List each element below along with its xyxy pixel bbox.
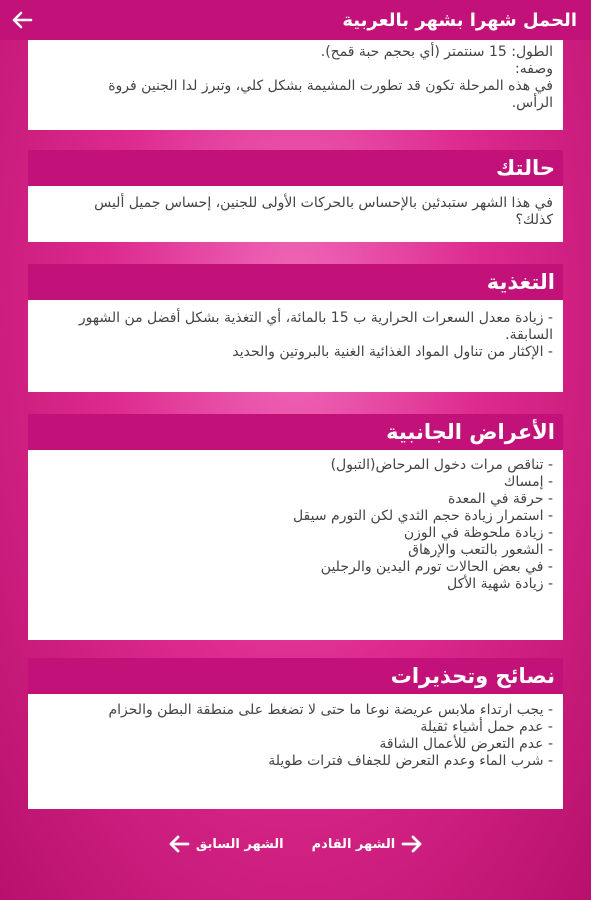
nutrition-heading: التغذية (28, 264, 563, 300)
nutrition-line: - زيادة معدل السعرات الحرارية ب 15 بالمائة، أي التغذية بشكل أفضل من الشهور (78, 310, 553, 326)
status-line: كذلك؟ (515, 212, 553, 228)
previous-month-label: الشهر السابق (195, 836, 284, 852)
app-title: الحمل شهرا بشهر بالعربية (342, 9, 577, 31)
arrow-left-icon (11, 11, 33, 29)
advice-card (28, 658, 563, 809)
status-line: في هذا الشهر ستبدئين بالإحساس بالحركات الأولى للجنين، إحساس جميل أليس (94, 195, 553, 211)
nutrition-card (28, 264, 563, 392)
side-effect-item: - في بعض الحالات تورم اليدين والرجلين (320, 559, 553, 575)
side-effect-item: - زيادة ملحوظة في الوزن (403, 525, 553, 541)
arrow-left-icon (168, 834, 190, 854)
side-effects-card (28, 414, 563, 640)
development-line: الطول: 15 سنتمتر (أي بحجم حبة قمح). (320, 44, 553, 60)
next-month-label: الشهر القادم (311, 836, 396, 852)
advice-item: - عدم التعرض للأعمال الشاقة (379, 736, 553, 752)
status-card (28, 150, 563, 242)
side-effect-item: - تناقص مرات دخول المرحاض(التبول) (330, 457, 553, 473)
side-effect-item: - إمساك (503, 474, 553, 490)
side-effects-heading: الأعراض الجانبية (28, 414, 563, 450)
advice-body (28, 694, 563, 809)
development-line: وصفه: (515, 61, 553, 77)
development-card (28, 40, 563, 130)
advice-heading: نصائح وتحذيرات (28, 658, 563, 694)
nutrition-line: السابقة. (505, 327, 553, 343)
development-line: في هذه المرحلة تكون قد تطورت المشيمة بشكل كلي، وتبرز لدا الجنين فروة (108, 78, 553, 94)
side-effect-item: - الشعور بالتعب والإرهاق (408, 542, 553, 558)
back-button[interactable] (8, 6, 36, 34)
advice-item: - يجب ارتداء ملابس عريضة نوعا ما حتى لا تضغط على منطقة البطن والحزام (108, 702, 553, 718)
next-month-button[interactable] (312, 834, 424, 854)
month-navigation (0, 824, 591, 864)
side-effect-item: - زيادة شهية الأكل (447, 576, 553, 592)
nutrition-line: - الإكثار من تناول المواد الغذائية الغنية بالبروتين والحديد (232, 344, 553, 360)
previous-month-button[interactable] (168, 834, 284, 854)
app-bar (0, 0, 591, 40)
status-heading: حالتك (28, 150, 563, 186)
status-body (28, 186, 563, 242)
advice-item: - شرب الماء وعدم التعرض للجفاف فترات طويلة (268, 753, 553, 769)
development-line: الرأس. (511, 95, 553, 111)
side-effect-item: - استمرار زيادة حجم الثدي لكن التورم سيقل (292, 508, 553, 524)
side-effects-body (28, 450, 563, 640)
advice-item: - عدم حمل أشياء ثقيلة (420, 719, 553, 735)
nutrition-body (28, 300, 563, 392)
side-effect-item: - حرقة في المعدة (447, 491, 553, 507)
arrow-right-icon (401, 834, 423, 854)
development-body (28, 40, 563, 130)
